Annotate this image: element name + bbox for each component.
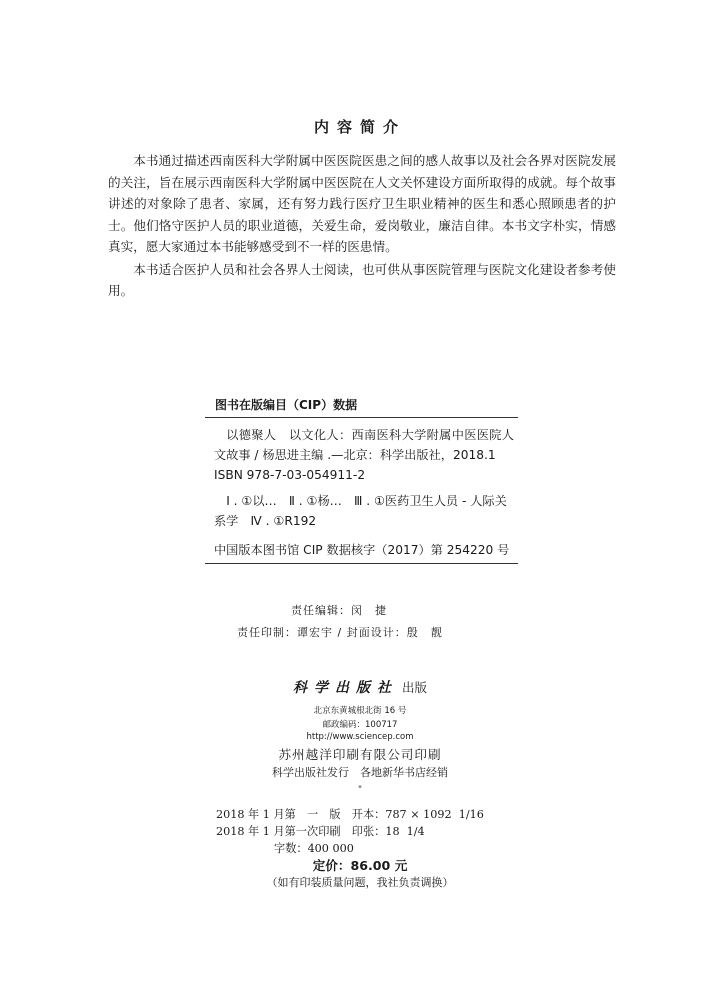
edition-line-2: 2018 年 1 月第一次印刷 印张：18 1/4 <box>216 825 425 838</box>
book-summary <box>108 150 616 302</box>
publisher-postcode: 邮政编码：100717 <box>322 720 398 730</box>
publisher-address: 北京东黄城根北街 16 号 <box>313 706 407 716</box>
cip-isbn: ISBN 978-7-03-054911-2 <box>214 468 366 482</box>
edition-line-3: 字数：400 000 <box>274 842 354 855</box>
cip-main-entry: 以德聚人 以文化人：西南医科大学附属中医医院人文故事 / 杨思进主编 .—北京：科学出版社，2018.1 <box>214 428 514 462</box>
cip-classification: Ⅰ . ①以… Ⅱ . ①杨… Ⅲ . ①医药卫生人员 - 人际关系学 Ⅳ . ①R192 <box>214 494 507 528</box>
summary-paragraph-2: 本书适合医护人员和社会各界人士阅读，也可供从事医院管理与医院文化建设者参考使用。 <box>108 261 616 298</box>
distributor-line: 科学出版社发行 各地新华书店经销 <box>272 766 448 779</box>
cip-top-rule <box>205 417 518 418</box>
quality-notice: （如有印装质量问题，我社负责调换） <box>266 876 454 889</box>
publisher-suffix: 出版 <box>401 680 427 695</box>
summary-paragraph-1: 本书通过描述西南医科大学附属中医医院医患之间的感人故事以及社会各界对医院发展的关注，旨在展示西南医科大学附属中医医院在人文关怀建设方面所取得的成就。每个故事讲述的对象除了患者、家属，还有努力践行医疗卫生职业精神的医生和悉心照顾患者的护士。他们恪守医护人员的职业道德，关爱生命，爱岗敬业，廉洁自律。本书文字朴实，情感真实，愿大家通过本书能够感受到不一样的医患情。 <box>108 153 616 254</box>
cip-header: 图书在版编目（CIP）数据 <box>215 398 358 412</box>
edition-line-1: 2018 年 1 月第 一 版 开本：787 × 1092 1/16 <box>216 808 484 821</box>
cip-number: 中国版本图书馆 CIP 数据核字（2017）第 254220 号 <box>214 543 510 557</box>
page-title: 内容简介 <box>313 118 406 136</box>
publisher-logo: 科学出版社 <box>292 680 398 696</box>
editor-line-1: 责任编辑：闵 捷 <box>291 604 387 617</box>
cip-bottom-rule <box>205 563 518 564</box>
publisher-imprint <box>0 677 720 697</box>
price-line: 定价：86.00 元 <box>312 858 408 873</box>
printer-line: 苏州越洋印刷有限公司印刷 <box>278 747 442 762</box>
publisher-website: http://www.sciencep.com <box>306 732 414 742</box>
cip-record <box>214 425 514 560</box>
editor-line-2: 责任印制：谭宏宇 / 封面设计：殷 靓 <box>237 626 443 639</box>
separator-star: * <box>358 784 362 792</box>
